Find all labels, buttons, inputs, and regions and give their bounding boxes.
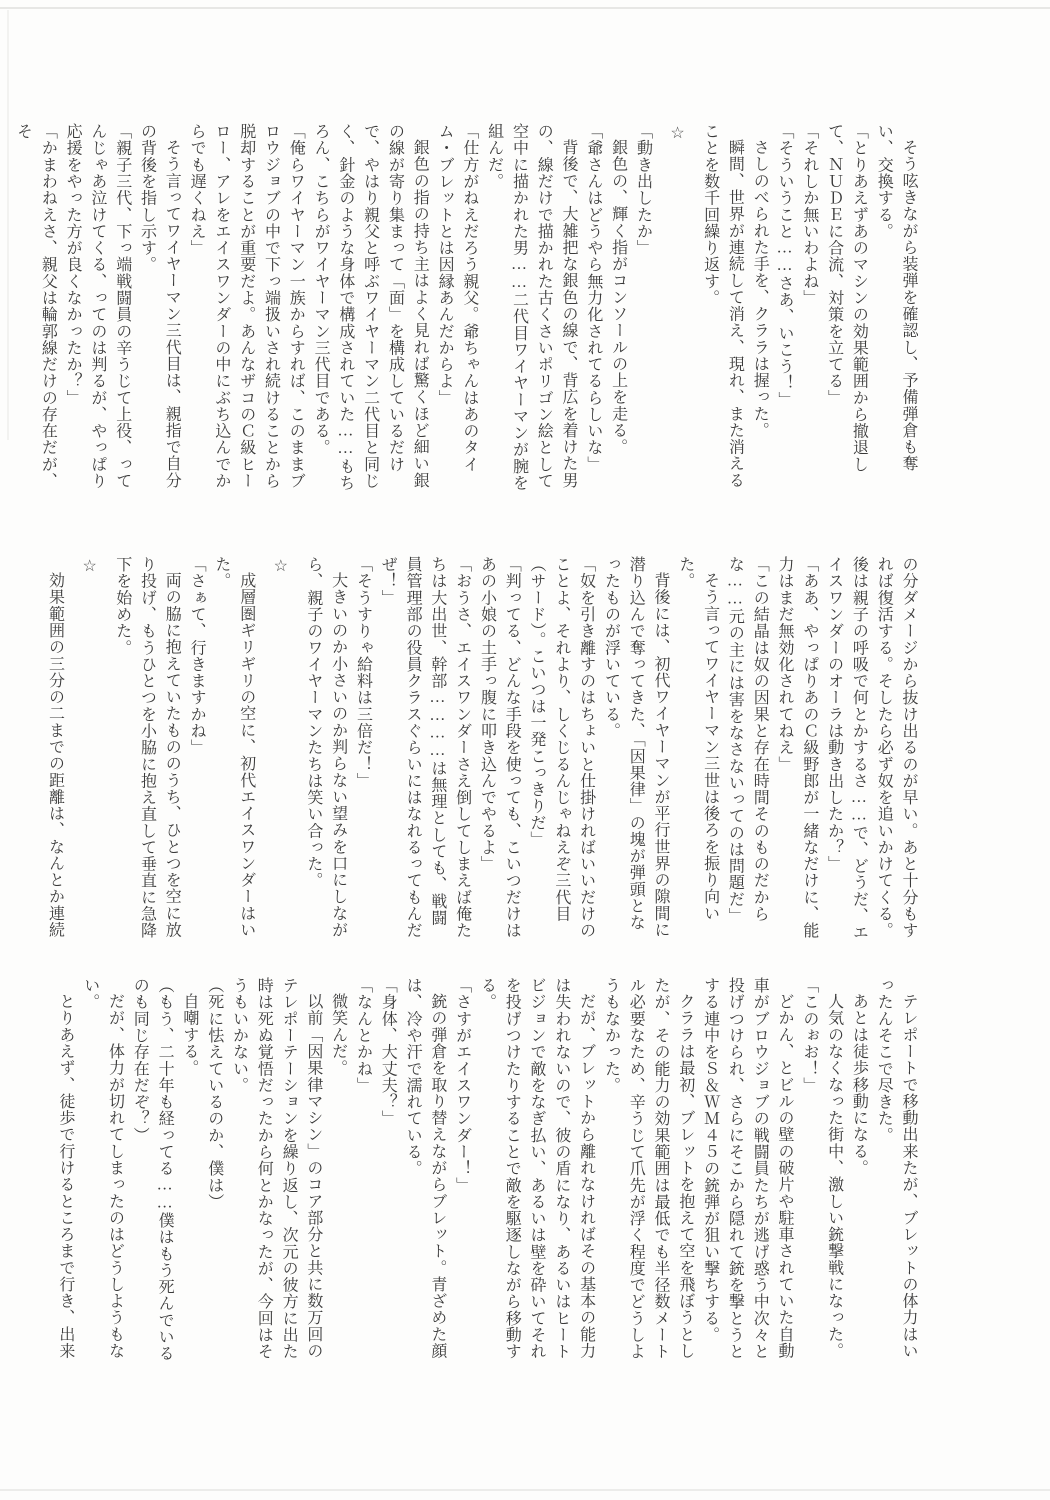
paragraph: そう呟きながら装弾を確認し、予備弾倉も奪い、交換する。 bbox=[875, 123, 917, 472]
paragraph: あとは徒歩移動になる。 bbox=[850, 993, 868, 1177]
paragraph: 「おうさ、エイスワンダーさえ倒してしまえば俺たちは大出世、幹部…………は無理としても、戦闘員管理部の役員クラスぐらいにはなれるってもんだぜ！」 bbox=[379, 556, 471, 939]
paragraph: の分ダメージから抜け出るのが早い。あと十分もすれば復活する。そしたら必ず奴を追いかけてくる。後は親子の呼吸で何とかするさ……で、どうだ、エイスワンダーのオーラは動き出したか？」 bbox=[825, 556, 917, 941]
paragraph: 「そうすりゃ給料は三倍だ！」 bbox=[354, 556, 372, 789]
paragraph: そう言ってワイヤーマン三代目は、親指で自分の背後を指し示す。 bbox=[138, 123, 181, 489]
paragraph: 銃の弾倉を取り替えながらブレット。青ざめた顔は、冷や汗で濡れている。 bbox=[404, 977, 446, 1360]
text-band-bottom bbox=[52, 977, 920, 1362]
page-edge-top bbox=[0, 7, 1050, 9]
paragraph: 自嘲する。 bbox=[180, 993, 198, 1077]
paragraph: 成層圏ギリギリの空に、初代エイスワンダーはいた。 bbox=[212, 556, 255, 939]
paragraph: 「奴を引き離すのはちょいと仕掛ければいいだけのことよ、それより、しくじるんじゃねえぞ三代目（サード）。こいつは一発こっきりだ」 bbox=[528, 556, 595, 939]
paragraph: とりあえず、徒歩で行けるところまで行き、出来 bbox=[56, 993, 74, 1360]
section-divider-star: ☆ bbox=[80, 556, 98, 576]
paragraph: 背後で、大雑把な銀色の線で、背広を着けた男の、線だけで描かれた古くさいポリゴン絵として空中に描かれた男……二代目ワイヤーマンが腕を組んだ。 bbox=[485, 123, 578, 492]
text-band-middle bbox=[42, 556, 920, 941]
section-divider-star: ☆ bbox=[668, 123, 686, 143]
page-edge-left bbox=[7, 10, 9, 440]
paragraph: 効果範囲の三分の二までの距離は、なんとか連続 bbox=[46, 572, 64, 939]
paragraph: どかん、とビルの壁の破片や駐車されていた自動車がブロウジョブの戦闘員たちが逃げ惑う中次々と投げつけられ、さらにそこから隠れて銃を撃とうとする連中をＳ＆ＷＭ４５の銃弾が狙い撃ちする。 bbox=[701, 977, 794, 1360]
paragraph: 「そういうこと……さあ、いこう！」 bbox=[776, 123, 794, 408]
paragraph: （もう、二十年も経ってる……僕はもう死んでいるのも同じ存在だぞ？） bbox=[131, 977, 174, 1362]
paragraph: 「身体、大丈夫？」 bbox=[379, 977, 397, 1127]
paragraph: テレポートで移動出来たが、ブレットの体力はいったんそこで尽きた。 bbox=[875, 977, 917, 1360]
paragraph: 「爺さんはどうやら無力化されてるらしいな」 bbox=[584, 123, 602, 473]
paragraph: （死に怯えているのか、僕は） bbox=[205, 977, 223, 1210]
paragraph: 「判ってる、どんな手段を使っても、こいつだけはあの小娘の土手っ腹に叩き込んでやるよ」 bbox=[478, 556, 521, 939]
paragraph: だが、体力が切れてしまったのはどうしようもない。 bbox=[81, 977, 124, 1360]
page-edge-bottom bbox=[0, 1489, 1050, 1491]
paragraph: 人気のなくなった街中、激しい銃撃戦になった。 bbox=[825, 993, 843, 1360]
paragraph: 「かまわねえさ、親父は輪郭線だけの存在だが、そ bbox=[14, 123, 57, 490]
paragraph: 銀色の指の持ち主はよく見れば驚くほど細い銀の線が寄り集まって「面」を構成しているだけで、やはり親父と呼ぶワイヤーマン二代目と同じく、針金のような身体で構成されていた……もちろん、こちらがワイヤーマン三代目である。 bbox=[312, 123, 429, 492]
paragraph: 「親子三代、下っ端戦闘員の辛うじて上役、ってんじゃあ泣けてくる、ってのは判るが、やっぱり応援をやった方が良くなかったか？」 bbox=[64, 123, 131, 490]
paragraph: 「さぁて、行きますかね」 bbox=[188, 556, 206, 756]
paragraph: さしのべられた手を、クララは握った。 bbox=[751, 139, 769, 439]
paragraph: 銀色の、輝く指がコンソールの上を走る。 bbox=[609, 139, 627, 456]
paragraph: 「ああ、やっぱりあのＣ級野郎が一緒なだけに、能力はまだ無効化されてねえ」 bbox=[776, 556, 818, 939]
paragraph: 背後には、初代ワイヤーマンが平行世界の隙間に潜り込んで奪ってきた、「因果律」の塊が弾頭となったものが浮いている。 bbox=[602, 556, 670, 939]
paragraph: クララは最初、ブレットを抱えて空を飛ぼうとしたが、その能力の効果範囲は最低でも半径数メートル必要なため、辛うじて爪先が浮く程度でどうしようもなかった。 bbox=[602, 977, 694, 1360]
paragraph: 大きいのか小さいのか判らない望みを口にしながら、親子のワイヤーマンたちは笑い合った。 bbox=[304, 556, 347, 939]
paragraph: 「俺らワイヤーマン一族からすれば、このままブロウジョブの中で下っ端扱いされ続けることから脱却することが重要だよ。あんなザコのＣ級ヒーロー、アレをエイスワンダーの中にぶち込んでからでも遅くねえ」 bbox=[188, 123, 305, 490]
paragraph: 「仕方がねえだろう親父。爺ちゃんはあのタイム・ブレットとは因縁あんだからよ」 bbox=[436, 123, 478, 473]
paragraph: 「動き出したか」 bbox=[634, 123, 652, 257]
paragraph: そう言ってワイヤーマン三世は後ろを振り向いた。 bbox=[676, 556, 719, 922]
paragraph: 「このぉお！」 bbox=[800, 977, 818, 1094]
text-band-top bbox=[10, 123, 920, 503]
paragraph: 「この結晶は奴の因果と存在時間そのものだからな……元の主には害をなさないってのは問題だ」 bbox=[726, 556, 769, 925]
paragraph: 両の脇に抱えていたもののうち、ひとつを空に放り投げ、もうひとつを小脇に抱え直して垂直に急降下を始めた。 bbox=[113, 556, 181, 939]
paragraph: だが、ブレットから離れなければその基本の能力は失われないので、彼の盾になり、あるいはヒートビジョンで敵をなぎ払い、あるいは壁を砕いてそれを投げつけたりすることで敵を駆逐しながら移動する。 bbox=[478, 977, 595, 1360]
paragraph: 「さすがエイスワンダー！」 bbox=[453, 977, 471, 1194]
paragraph: 「それしか無いわよね」 bbox=[800, 123, 818, 307]
section-divider-star: ☆ bbox=[271, 556, 289, 576]
paragraph: 「なんとかね」 bbox=[354, 977, 372, 1094]
paragraph: 「とりあえずあのマシンの効果範囲から撤退して、ＮＵＤＥに合流、対策を立てる」 bbox=[825, 123, 868, 473]
paragraph: 瞬間、世界が連続して消え、現れ、また消えることを数千回繰り返す。 bbox=[701, 123, 744, 489]
paragraph: 以前「因果律マシン」のコア部分と共に数万回のテレポーテーションを繰り返し、次元の彼方に出た時は死ぬ覚悟だったから何とかなったが、今回はそうもいかない。 bbox=[230, 977, 322, 1360]
paragraph: 微笑んだ。 bbox=[329, 993, 347, 1077]
